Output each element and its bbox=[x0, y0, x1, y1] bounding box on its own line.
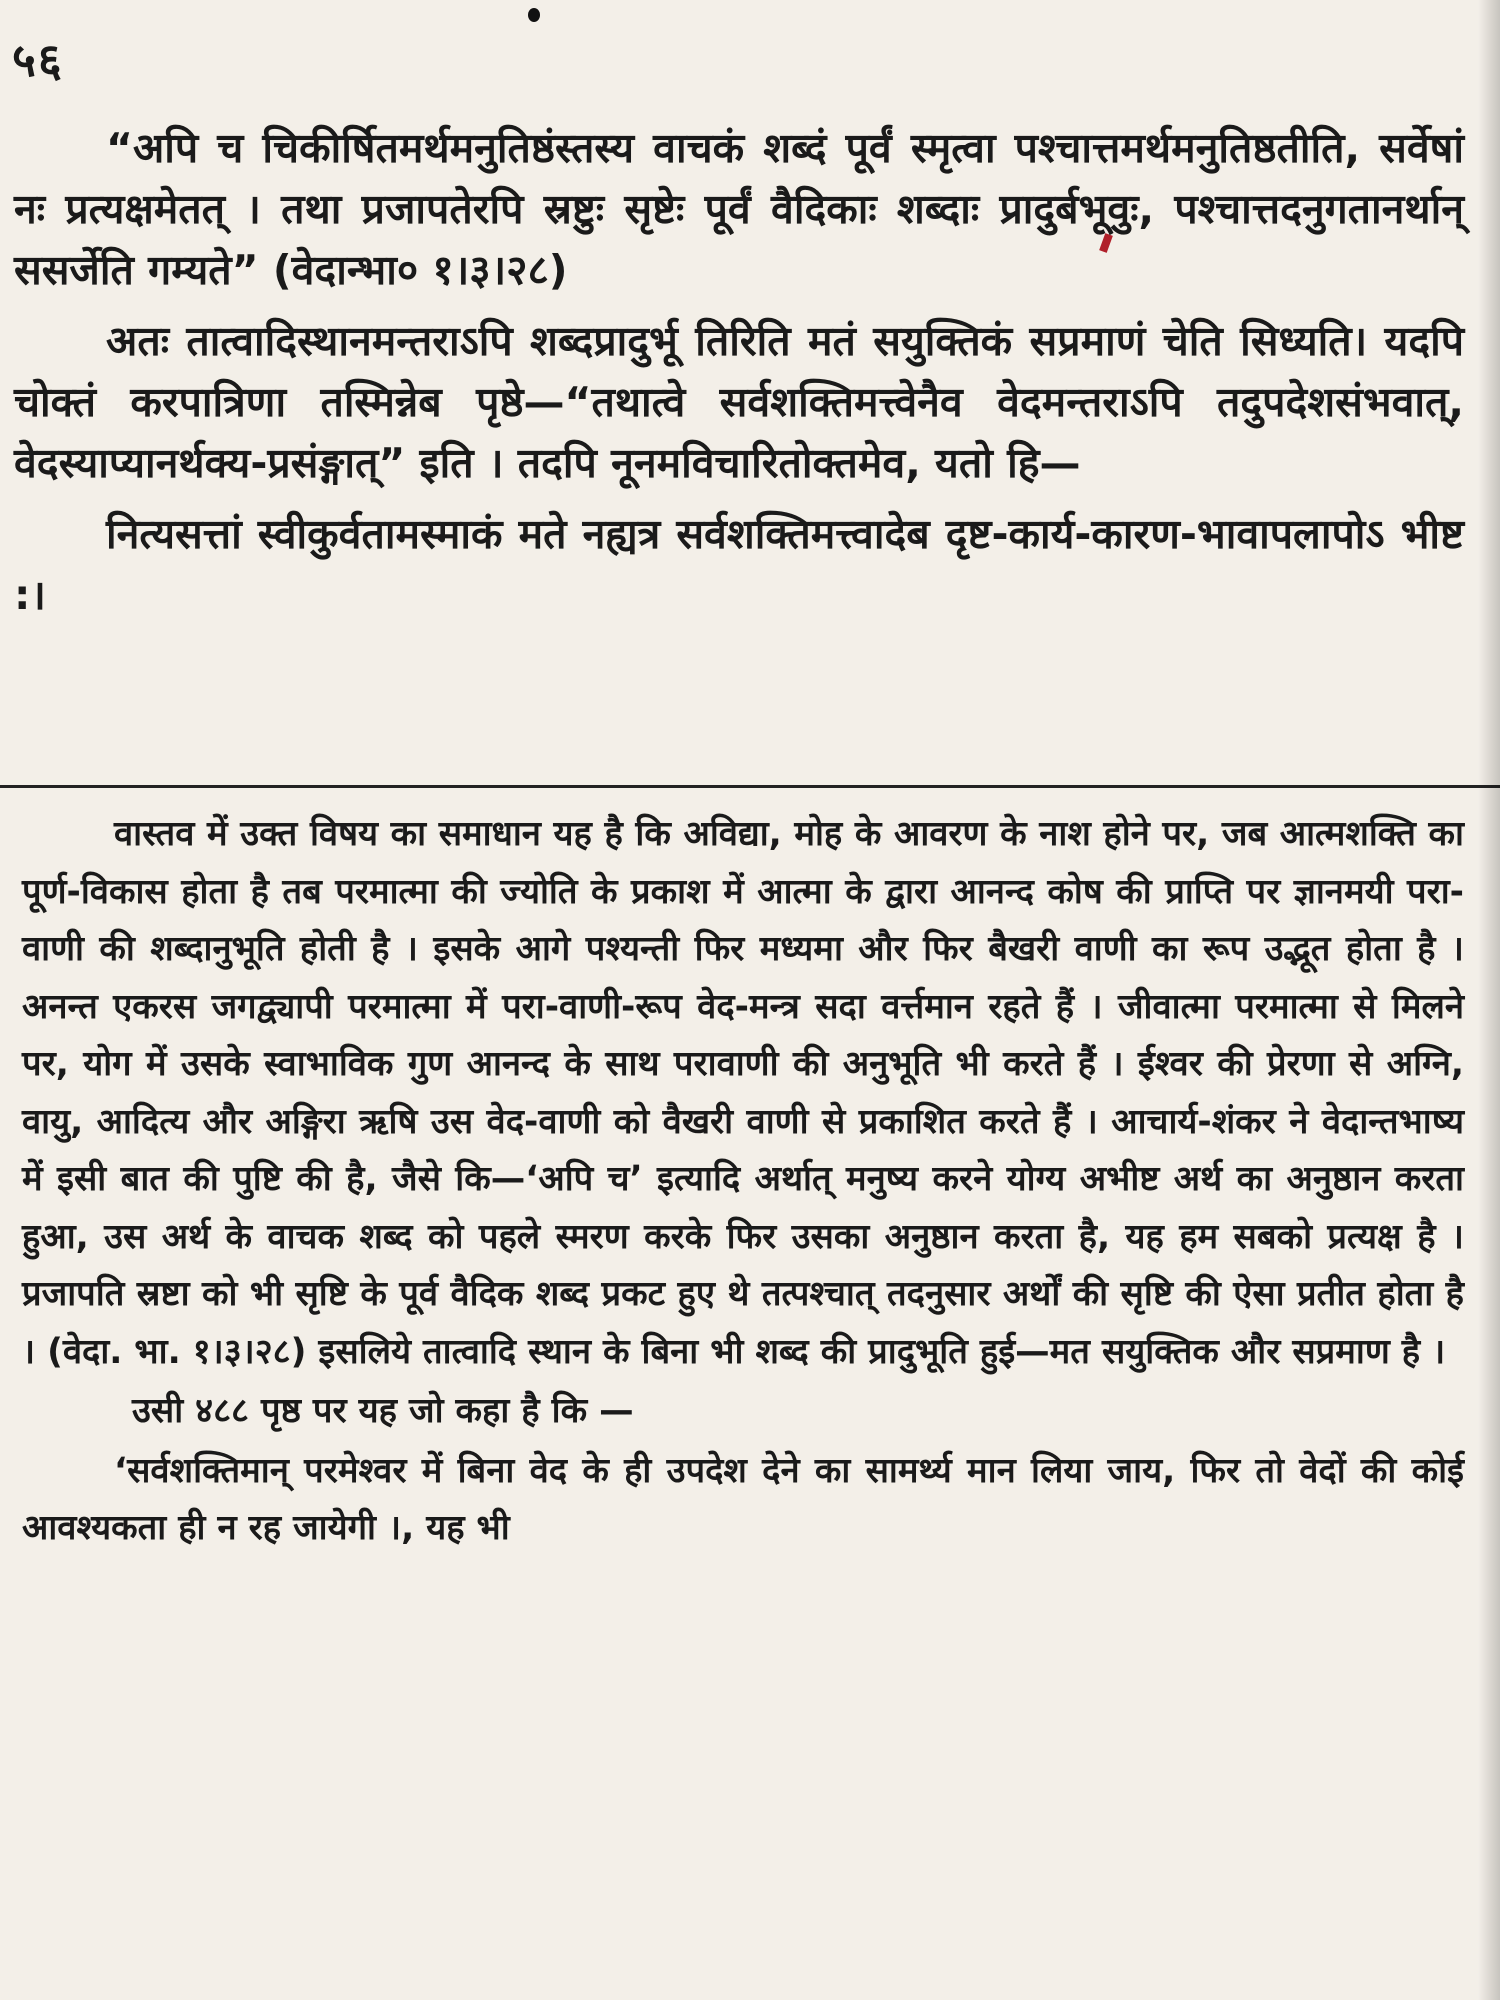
hindi-paragraph: वास्तव में उक्त विषय का समाधान यह है कि अविद्या, मोह के आवरण के नाश होने पर, जब आत्मशक्ति का पूर्ण-विकास होता है तब परमात्मा की ज्योति के प्रकाश में आत्मा के द्वारा आनन्द कोष की प्राप्ति पर ज्ञानमयी परा-वाणी की शब्दानुभूति होती है । इसके आगे पश्यन्ती फिर मध्यमा और फिर बैखरी वाणी का रूप उद्भूत होता है । अनन्त एकरस जगद्व्यापी परमात्मा में परा-वाणी-रूप वेद-मन्त्र सदा वर्त्तमान रहते हैं । जीवात्मा परमात्मा से मिलने पर, योग में उसके स्वाभाविक गुण आनन्द के साथ परावाणी की अनुभूति भी करते हैं । ईश्वर की प्रेरणा से अग्नि, वायु, आदित्य और अङ्गिरा ऋषि उस वेद-वाणी को वैखरी वाणी से प्रकाशित करते हैं । आचार्य-शंकर ने वेदान्तभाष्य में इसी बात की पुष्टि की है, जैसे कि—‘अपि च’ इत्यादि अर्थात् मनुष्य करने योग्य अभीष्ट अर्थ का अनुष्ठान करता हुआ, उस अर्थ के वाचक शब्द को पहले स्मरण करके फिर उसका अनुष्ठान करता है, यह हम सबको प्रत्यक्ष है । प्रजापति स्रष्टा को भी सृष्टि के पूर्व वैदिक शब्द प्रकट हुए थे तत्पश्चात् तदनुसार अर्थों की सृष्टि की ऐसा प्रतीत होता है । (वेदा. भा. १।३।२८) इसलिये तात्वादि स्थान के बिना भी शब्द की प्रादुभूति हुई—मत सयुक्तिक और सप्रमाण है । bbox=[22, 814, 1464, 1372]
sanskrit-paragraph: “अपि च चिकीर्षितमर्थमनुतिष्ठंस्तस्य वाचकं शब्दं पूर्वं स्मृत्वा पश्चात्तमर्थमनुतिष्ठतीति, सर्वेषां नः प्रत्यक्षमेतत् । तथा प्रजापतेरपि स्रष्टुः सृष्टेः पूर्वं वैदिकाः शब्दाः प्रादुर्बभूवुः, पश्चात्तदनुगतानर्थान् ससर्जेति गम्यते” (वेदान्भा० १।३।२८) bbox=[14, 124, 1464, 294]
page-edge-shadow bbox=[1478, 0, 1500, 2000]
hindi-commentary-block bbox=[22, 806, 1464, 1558]
page-number: ५६ bbox=[12, 33, 64, 87]
hindi-paragraph: ‘सर्वशक्तिमान् परमेश्वर में बिना वेद के ही उपदेश देने का सामर्थ्य मान लिया जाय, फिर तो वेदों की कोई आवश्यकता ही न रह जायेगी ।, यह भी bbox=[22, 1450, 1464, 1548]
section-divider bbox=[0, 785, 1500, 788]
ink-dot bbox=[528, 8, 540, 22]
sanskrit-paragraph: अतः तात्वादिस्थानमन्तराऽपि शब्दप्रादुर्भू तिरिति मतं सयुक्तिकं सप्रमाणं चेति सिध्यति। यदपि चोक्तं करपात्रिणा तस्मिन्नेब पृष्ठे—“तथात्वे सर्वशक्तिमत्त्वेनैव वेदमन्तराऽपि तदुपदेशसंभवात्, वेदस्याप्यानर्थक्य-प्रसंङ्गात्” इति । तदपि नूनमविचारितोक्तमेव, यतो हि— bbox=[14, 317, 1465, 487]
sanskrit-paragraph: नित्यसत्तां स्वीकुर्वतामस्माकं मते नह्यत्र सर्वशक्तिमत्त्वादेब दृष्ट-कार्य-कारण-भावापलापोऽ भीष्ट :। bbox=[14, 510, 1464, 619]
sanskrit-quotation-block bbox=[14, 118, 1464, 626]
hindi-paragraph: उसी ४८८ पृष्ठ पर यह जो कहा है कि — bbox=[132, 1391, 634, 1431]
